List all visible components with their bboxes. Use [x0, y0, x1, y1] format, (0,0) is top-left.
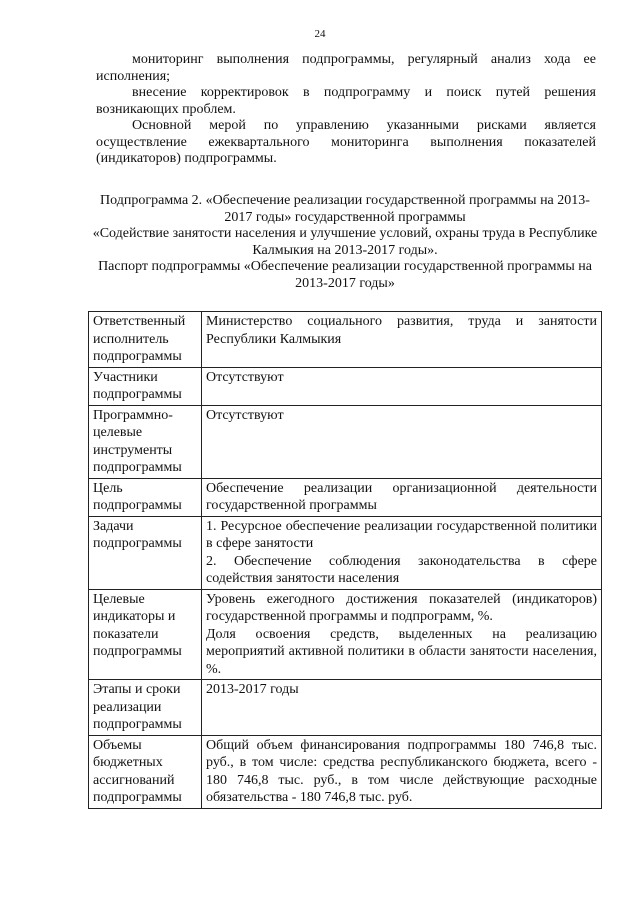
- table-row: [89, 516, 602, 589]
- page-number: 24: [314, 28, 326, 40]
- row-value: Отсутствуют: [202, 405, 602, 478]
- table-row: [89, 735, 602, 808]
- subprogram-heading: [90, 193, 600, 292]
- row-label: Задачи подпрограммы: [89, 516, 202, 589]
- row-value: Общий объем финансирования подпрограммы 180 746,8 тыс. руб., в том числе: средства республиканского бюджета, всего - 180 746,8 тыс. руб., в том числе действующие расходные обязательства - 180 746,8 тыс. руб.: [202, 735, 602, 808]
- indicator-item: Уровень ежегодного достижения показателей (индикаторов) государственной программы и подпрограмм, %.: [206, 591, 597, 624]
- row-value: [202, 516, 602, 589]
- row-value: Министерство социального развития, труда и занятости Республики Калмыкия: [202, 312, 602, 368]
- passport-title: Паспорт подпрограммы «Обеспечение реализации государственной программы на 2013-2017 годы»: [98, 259, 592, 291]
- table-row: [89, 405, 602, 478]
- intro-paragraph: внесение корректировок в подпрограмму и поиск путей решения возникающих проблем.: [96, 85, 596, 117]
- row-label: Объемы бюджетных ассигнований подпрограммы: [89, 735, 202, 808]
- row-label: Целевые индикаторы и показатели подпрограммы: [89, 589, 202, 680]
- indicator-item: Доля освоения средств, выделенных на реализацию мероприятий активной политики в области занятости населения, %.: [206, 626, 597, 677]
- task-item: 1. Ресурсное обеспечение реализации государственной политики в сфере занятости: [206, 518, 597, 551]
- row-label: Ответственный исполнитель подпрограммы: [89, 312, 202, 368]
- table-row: [89, 478, 602, 516]
- intro-text: [96, 52, 596, 168]
- row-value: Обеспечение реализации организационной деятельности государственной программы: [202, 478, 602, 516]
- row-label: Участники подпрограммы: [89, 367, 202, 405]
- intro-paragraph: Основной мерой по управлению указанными рисками является осуществление ежеквартального мониторинга выполнения показателей (индикаторов) подпрограммы.: [96, 118, 596, 166]
- task-item: 2. Обеспечение соблюдения законодательства в сфере содействия занятости населения: [206, 553, 597, 586]
- row-value: Отсутствуют: [202, 367, 602, 405]
- row-value: [202, 589, 602, 680]
- passport-table: [88, 311, 602, 809]
- row-label: Цель подпрограммы: [89, 478, 202, 516]
- table-row: [89, 312, 602, 368]
- table-row: [89, 680, 602, 736]
- row-label: Этапы и сроки реализации подпрограммы: [89, 680, 202, 736]
- heading-line: Подпрограмма 2. «Обеспечение реализации государственной программы на 2013-2017 годы» государственной программы: [100, 193, 590, 225]
- heading-line: «Содействие занятости населения и улучшение условий, охраны труда в Республике Калмыкия на 2013-2017 годы».: [92, 226, 598, 258]
- table-row: [89, 589, 602, 680]
- row-value: 2013-2017 годы: [202, 680, 602, 736]
- row-label: Программно-целевые инструменты подпрограммы: [89, 405, 202, 478]
- table-row: [89, 367, 602, 405]
- intro-paragraph: мониторинг выполнения подпрограммы, регулярный анализ хода ее исполнения;: [96, 52, 596, 84]
